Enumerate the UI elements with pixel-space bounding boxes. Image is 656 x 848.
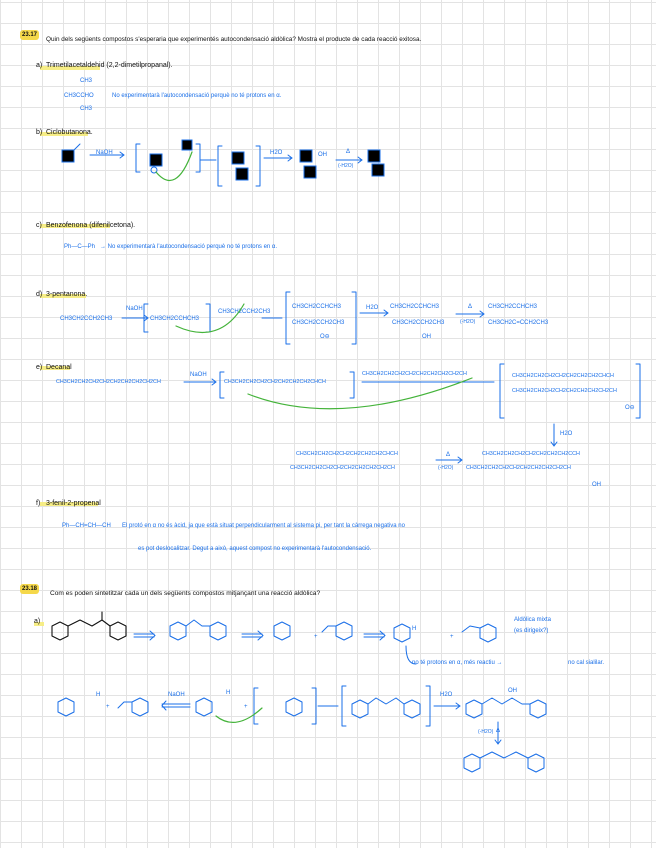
part-a-formula-bottom: CH3 <box>80 106 93 112</box>
part-e-minus-h2o: (-H2O) <box>438 465 454 471</box>
h-label-1: H <box>412 626 417 632</box>
cyclobutanone-icon <box>62 144 80 162</box>
part-e-delta: Δ <box>446 452 451 458</box>
part-d-delta: Δ <box>468 304 473 310</box>
problem-question: Quin dels següents compostos s'esperaria que experimentés autocondensació aldòlica? Mostra el producte de cada reacció exitosa. <box>46 36 422 43</box>
chain-bond <box>368 698 404 704</box>
part-e-name: Decanal <box>46 364 72 371</box>
part-e-product-1: CH3CH2CH2CH2CH2CH2CH2CH2CCH <box>482 451 580 457</box>
phenyl-ring-icon <box>336 622 352 640</box>
chain-bond <box>462 626 480 632</box>
enolate-ring-icon <box>150 154 162 166</box>
bracket <box>350 372 354 398</box>
part-b-oh: OH <box>318 152 327 158</box>
part-b-name: Ciclobutanona. <box>46 129 93 136</box>
part-d-reactant: CH3CH2CCH2CH3 <box>60 316 113 322</box>
chain-bond <box>186 620 210 626</box>
part-d-base: NaOH <box>126 306 143 312</box>
aldol-ring-bottom-icon <box>304 166 316 178</box>
phenyl-ring-icon <box>58 698 74 716</box>
part-c-note: → No experimentarà l'autocondensació perquè no té protons en α. <box>100 244 278 250</box>
phenyl-ring-icon <box>110 622 126 640</box>
bracket <box>254 688 258 724</box>
plus-sign-1: + <box>314 634 318 640</box>
h-label-2: H <box>96 692 101 698</box>
phenyl-ring-icon <box>52 622 68 640</box>
phenyl-ring-icon <box>530 700 546 718</box>
delta-label: Δ <box>496 728 501 734</box>
minus-h2o-label: (-H2O) <box>478 729 494 735</box>
mixed-aldol-question-1: Aldòlica mixta <box>514 617 552 623</box>
phenyl-ring-icon <box>404 700 420 718</box>
part-b-minus-h2o: (-H2O) <box>338 163 354 169</box>
part-c-formula: Ph—C—Ph <box>64 244 96 250</box>
bracket <box>426 686 430 726</box>
part-d-product-1: CH3CH2CCHCH3 <box>488 304 538 310</box>
plus-sign-3: + <box>106 704 110 710</box>
part-f-formula: Ph—CH=CH—CH <box>62 523 111 529</box>
part-a-formula-mid: CH3CCHO <box>64 93 94 99</box>
part-f-note-2: es pot deslocalitzar. Degut a això, aquest compost no experimentarà l'autocondensació. <box>138 546 372 552</box>
oh-label: OH <box>508 688 517 694</box>
reaction-arrow-head <box>162 701 166 710</box>
phenyl-ring-icon <box>132 698 148 716</box>
retro-arrow-head <box>258 631 263 640</box>
part-d-minus-h2o: (-H2O) <box>460 319 476 325</box>
part-d-aldol-3: OH <box>422 334 431 340</box>
part-d-aldol-2: CH3CH2CCH2CH3 <box>392 320 445 326</box>
part-e-adduct-1: CH3CH2CH2CH2CH2CH2CH2CH2CHCH <box>512 373 614 379</box>
part-f-label: f) <box>36 500 41 507</box>
phenyl-ring-icon <box>274 622 290 640</box>
part-b-delta: Δ <box>346 149 351 155</box>
adduct-ring-bottom-icon <box>236 168 248 180</box>
phenyl-ring-icon <box>170 622 186 640</box>
product-ring-bottom-icon <box>372 164 384 176</box>
part-d-adduct-2: CH3CH2CCH2CH3 <box>292 320 345 326</box>
part-e-aldol-1: CH3CH2CH2CH2CH2CH2CH2CH2CHCH <box>296 451 398 457</box>
cyclobutanone-icon <box>182 140 192 150</box>
phenyl-ring-icon <box>196 698 212 716</box>
part-d-adduct-3: O⊖ <box>320 334 330 340</box>
h-label-3: H <box>226 690 231 696</box>
bracket <box>206 304 210 332</box>
note-arrow <box>406 646 416 664</box>
part-e-aldehyde2: CH3CH2CH2CH2CH2CH2CH2CH2CH2CH <box>362 371 467 377</box>
part-a-note: No experimentarà l'autocondensació perquè no té protons en α. <box>112 93 282 99</box>
bracket <box>256 146 260 186</box>
part-f-note-1: El protó en α no és àcid, ja que està situat perpendicularment al sistema pi, per tant la càrrega negativa no <box>122 523 405 529</box>
bracket <box>196 144 200 172</box>
part-e-adduct-2: CH3CH2CH2CH2CH2CH2CH2CH2CH2CH <box>512 388 617 394</box>
alpha-proton-note-end: no cal sialilar. <box>568 660 605 666</box>
adduct-ring-top-icon <box>232 152 244 164</box>
chain-bond <box>480 752 528 758</box>
part-d-adduct-1: CH3CH2CCHCH3 <box>292 304 342 310</box>
bracket <box>218 146 222 186</box>
phenyl-ring-icon <box>528 754 544 772</box>
base-label: NaOH <box>168 692 185 698</box>
phenyl-ring-icon <box>480 624 496 642</box>
part-d-aldol-1: CH3CH2CCHCH3 <box>390 304 440 310</box>
alpha-proton-note: no té protons en α, més reactiu → <box>412 660 503 666</box>
phenyl-ring-icon <box>466 700 482 718</box>
part-a-label: a) <box>36 62 43 69</box>
problem-2-part-a-label: a) <box>34 618 41 625</box>
part-b-label: b) <box>36 129 43 136</box>
part-d-name: 3-pentanona. <box>46 291 88 298</box>
phenyl-ring-icon <box>394 624 410 642</box>
phenyl-ring-icon <box>210 622 226 640</box>
part-e-product-3: OH <box>592 482 601 488</box>
mixed-aldol-question-2: (es dirigeix?) <box>514 628 549 634</box>
part-e-product-2: CH3CH2CH2CH2CH2CH2CH2CH2CH2CH <box>466 465 571 471</box>
mechanism-arrow <box>216 708 262 722</box>
bracket <box>312 688 316 724</box>
retro-arrow-head <box>380 631 385 640</box>
bracket <box>500 364 504 418</box>
problem-question-2: Com es poden sintetitzar cada un dels següents compostos mitjançant una reacció aldòlica? <box>50 590 321 597</box>
phenyl-ring-icon <box>464 754 480 772</box>
target-molecule <box>52 612 126 640</box>
phenyl-ring-icon <box>352 700 368 718</box>
part-a-formula-top: CH3 <box>80 78 93 84</box>
plus-sign-2: + <box>450 634 454 640</box>
part-d-label: d) <box>36 291 43 298</box>
h2o-label: H2O <box>440 692 453 698</box>
aldol-ring-top-icon <box>300 150 312 162</box>
part-e-adduct-3: O⊖ <box>625 405 635 411</box>
bracket <box>342 686 346 726</box>
part-d-h2o: H2O <box>366 305 379 311</box>
chain-bond <box>118 702 132 708</box>
problem-number: 23.17 <box>22 32 38 38</box>
bracket <box>136 144 140 172</box>
part-d-product-2: CH3CH2C=CCH2CH3 <box>488 320 549 326</box>
problem-number-2: 23.18 <box>22 586 38 592</box>
chain-bond <box>68 620 110 626</box>
part-d-ketone2: CH3CH2CCH2CH3 <box>218 309 271 315</box>
part-a-name: Trimetilacetaldehid (2,2-dimetilpropanal). <box>46 62 173 69</box>
part-e-aldol-2: CH3CH2CH2CH2CH2CH2CH2CH2CH2CH <box>290 465 395 471</box>
part-e-enolate: CH3CH2CH2CH2CH2CH2CH2CH2CHCH <box>224 379 326 385</box>
plus-sign-4: + <box>244 704 248 710</box>
bracket <box>286 292 290 344</box>
phenyl-ring-icon <box>286 698 302 716</box>
part-b-base: NaOH <box>96 150 113 156</box>
part-b-h2o: H2O <box>270 150 283 156</box>
mechanism-arrow <box>248 378 472 409</box>
bracket <box>220 372 224 398</box>
part-d-enolate: CH3CH2CCHCH3 <box>150 316 200 322</box>
part-e-reactant: CH3CH2CH2CH2CH2CH2CH2CH2CH2CH <box>56 379 161 385</box>
part-e-label: e) <box>36 364 43 371</box>
retro-arrow-head <box>150 631 155 640</box>
bracket <box>352 292 356 344</box>
chain-bond <box>482 698 530 704</box>
part-c-label: c) <box>36 222 42 229</box>
part-f-name: 3-fenil-2-propenal <box>46 500 101 507</box>
bracket <box>636 364 640 418</box>
part-e-h2o: H2O <box>560 431 573 437</box>
chain-bond <box>322 626 336 632</box>
part-e-base: NaOH <box>190 372 207 378</box>
product-ring-top-icon <box>368 150 380 162</box>
part-c-name: Benzofenona (difenilcetona). <box>46 222 136 229</box>
